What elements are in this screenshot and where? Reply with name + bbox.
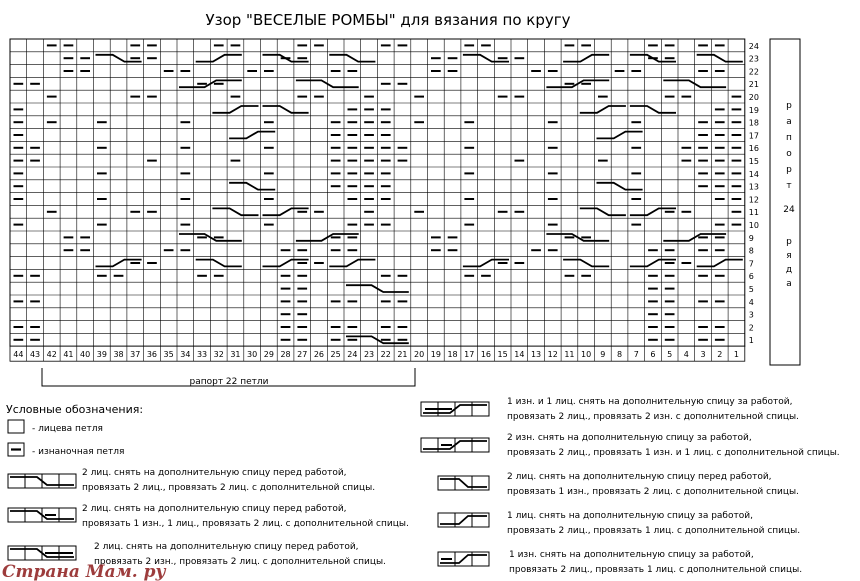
legend-knit-label: - лицева петля (32, 424, 103, 434)
legend-text-5a: 2 изн. снять на дополнительную спицу за работой, (507, 433, 752, 443)
column-label: 27 (297, 350, 308, 360)
column-label: 14 (514, 350, 525, 360)
legend-item-right-cross-4-purl (421, 397, 799, 422)
legend-text-8b: провязать 2 лиц., провязать 1 лиц. с дополнительной спицы. (509, 565, 803, 575)
legend-text-5b: провязать 2 лиц., провязать 1 изн. и 1 лиц. с дополнительной спицы. (507, 448, 840, 458)
legend-text-3b: провязать 2 изн., провязать 2 лиц. с дополнительной спицы. (94, 557, 386, 567)
legend-heading: Условные обозначения: (6, 403, 144, 416)
row-repeat-letter: я (786, 251, 792, 261)
column-label: 12 (547, 350, 558, 360)
row-number-strip (749, 42, 759, 345)
row-repeat-bracket (770, 39, 800, 365)
legend-item-left-cross-4 (8, 468, 375, 493)
row-label: 14 (748, 169, 759, 179)
row-label: 19 (748, 105, 759, 115)
legend-text-4a: 1 изн. и 1 лиц. снять на дополнительную спицу за работой, (507, 397, 793, 407)
column-label: 5 (667, 350, 673, 360)
row-label: 13 (748, 182, 759, 192)
legend-item-knit (8, 420, 103, 434)
row-label: 20 (748, 93, 759, 102)
right-cross-4-purl-symbol-icon (421, 402, 489, 416)
row-label: 24 (748, 41, 759, 51)
column-label: 4 (683, 350, 689, 360)
row-repeat-letter: т (786, 181, 792, 191)
right-cross-3-symbol-icon (438, 513, 489, 527)
row-label: 11 (748, 208, 759, 218)
column-label: 34 (180, 350, 191, 360)
column-label: 10 (581, 350, 592, 360)
row-repeat-letter: п (786, 133, 792, 143)
column-number-strip (10, 346, 745, 361)
column-label: 6 (650, 350, 656, 360)
row-label: 22 (748, 67, 759, 77)
legend-item-purl (8, 443, 124, 457)
column-label: 42 (46, 350, 57, 360)
column-label: 16 (480, 350, 492, 360)
column-label: 38 (113, 350, 124, 360)
row-label: 4 (748, 297, 754, 307)
legend-text-7a: 1 лиц. снять на дополнительную спицу за работой, (507, 511, 753, 521)
column-label: 30 (247, 350, 258, 360)
row-repeat-letter: а (786, 279, 792, 289)
column-label: 22 (380, 350, 391, 360)
stitch-grid (10, 39, 745, 346)
row-repeat-letter: р (786, 101, 792, 111)
right-cross-3-purl-symbol-icon (438, 552, 489, 566)
legend-text-8a: 1 изн. снять на дополнительную спицу за работой, (509, 550, 754, 560)
legend-text-2a: 2 лиц. снять на дополнительную спицу перед работой, (82, 504, 347, 514)
legend-text-6a: 2 лиц. снять на дополнительную спицу перед работой, (507, 472, 772, 482)
row-repeat-letter: р (786, 237, 792, 247)
row-label: 10 (748, 221, 759, 230)
column-label: 36 (146, 350, 158, 360)
stitch-repeat-bracket (42, 368, 415, 387)
legend-text-4b: провязать 2 лиц., провязать 2 изн. с дополнительной спицы. (507, 412, 799, 422)
row-repeat-letter: о (786, 149, 792, 159)
row-label: 1 (748, 336, 754, 346)
column-label: 3 (700, 350, 706, 360)
legend-text-1b: провязать 2 лиц., провязать 2 лиц. с дополнительной спицы. (82, 483, 376, 493)
row-label: 16 (748, 144, 759, 154)
legend-text-7b: провязать 2 лиц., провязать 1 лиц. с дополнительной спицы. (507, 526, 801, 536)
left-cross-4-symbol-icon (8, 474, 76, 488)
legend-item-left-cross-4-purl (8, 504, 409, 529)
legend-text-2b: провязать 1 изн., 1 лиц., провязать 2 лиц. с дополнительной спицы. (82, 519, 409, 529)
column-label: 40 (80, 350, 91, 360)
column-label: 44 (13, 350, 24, 360)
column-label: 21 (397, 350, 408, 360)
column-label: 26 (313, 350, 325, 360)
row-label: 18 (748, 118, 759, 128)
column-label: 13 (530, 350, 542, 360)
column-label: 20 (414, 350, 425, 360)
row-label: 6 (748, 272, 754, 282)
row-label: 15 (748, 157, 759, 166)
legend-text-3a: 2 лиц. снять на дополнительную спицу перед работой, (94, 542, 359, 552)
legend-item-left-cross-3 (438, 472, 799, 497)
legend-item-right-cross-4-purl2 (421, 433, 840, 458)
column-label: 37 (130, 350, 141, 360)
chart-title: Узор "ВЕСЕЛЫЕ РОМБЫ" для вязания по кругу (205, 11, 571, 29)
column-label: 41 (63, 350, 74, 360)
column-label: 39 (96, 350, 107, 360)
row-label: 8 (748, 246, 754, 256)
column-label: 7 (633, 350, 639, 360)
column-label: 17 (464, 350, 475, 360)
row-repeat-number: 24 (783, 205, 795, 215)
row-label: 2 (748, 323, 754, 333)
column-label: 25 (330, 350, 341, 360)
row-label: 9 (748, 233, 754, 243)
left-cross-4-purl-symbol-icon (8, 508, 76, 522)
column-label: 19 (430, 350, 441, 360)
column-label: 9 (600, 350, 606, 360)
column-label: 28 (280, 350, 291, 360)
legend-text-6b: провязать 1 изн., провязать 2 лиц. с дополнительной спицы. (507, 487, 799, 497)
column-label: 33 (196, 350, 208, 360)
row-label: 7 (748, 259, 754, 269)
legend-text-1a: 2 лиц. снять на дополнительную спицу перед работой, (82, 468, 347, 478)
column-label: 8 (617, 350, 623, 360)
knit-symbol-icon (8, 420, 24, 433)
row-label: 5 (748, 285, 754, 294)
column-label: 15 (497, 350, 508, 360)
legend (6, 397, 840, 575)
watermark-logo: Страна Мам. ру (2, 562, 166, 581)
row-label: 3 (748, 310, 754, 320)
row-repeat-word-top (786, 101, 792, 191)
row-label: 23 (748, 54, 759, 64)
column-label: 24 (347, 350, 358, 360)
stitch-repeat-label: рапорт 22 петли (189, 377, 269, 387)
legend-item-right-cross-3 (438, 511, 800, 536)
legend-purl-label: - изнаночная петля (32, 447, 125, 457)
row-repeat-letter: а (786, 117, 792, 127)
right-cross-4-purl2-symbol-icon (421, 438, 489, 452)
row-label: 17 (748, 131, 759, 141)
column-label: 31 (230, 350, 241, 360)
left-cross-3-symbol-icon (438, 476, 489, 490)
column-label: 2 (717, 350, 723, 360)
column-label: 29 (263, 350, 274, 360)
row-label: 12 (748, 195, 759, 205)
column-label: 43 (29, 350, 41, 360)
column-label: 18 (447, 350, 458, 360)
column-label: 1 (733, 350, 739, 360)
left-cross-4-purl2-symbol-icon (8, 546, 76, 560)
row-repeat-word-bottom (786, 237, 792, 289)
row-repeat-letter: р (786, 165, 792, 175)
row-repeat-letter: д (785, 265, 793, 275)
column-label: 23 (363, 350, 375, 360)
column-label: 35 (163, 350, 174, 360)
legend-item-right-cross-3-purl (438, 550, 802, 575)
column-label: 11 (564, 350, 575, 360)
row-label: 21 (748, 80, 759, 90)
column-label: 32 (213, 350, 224, 360)
